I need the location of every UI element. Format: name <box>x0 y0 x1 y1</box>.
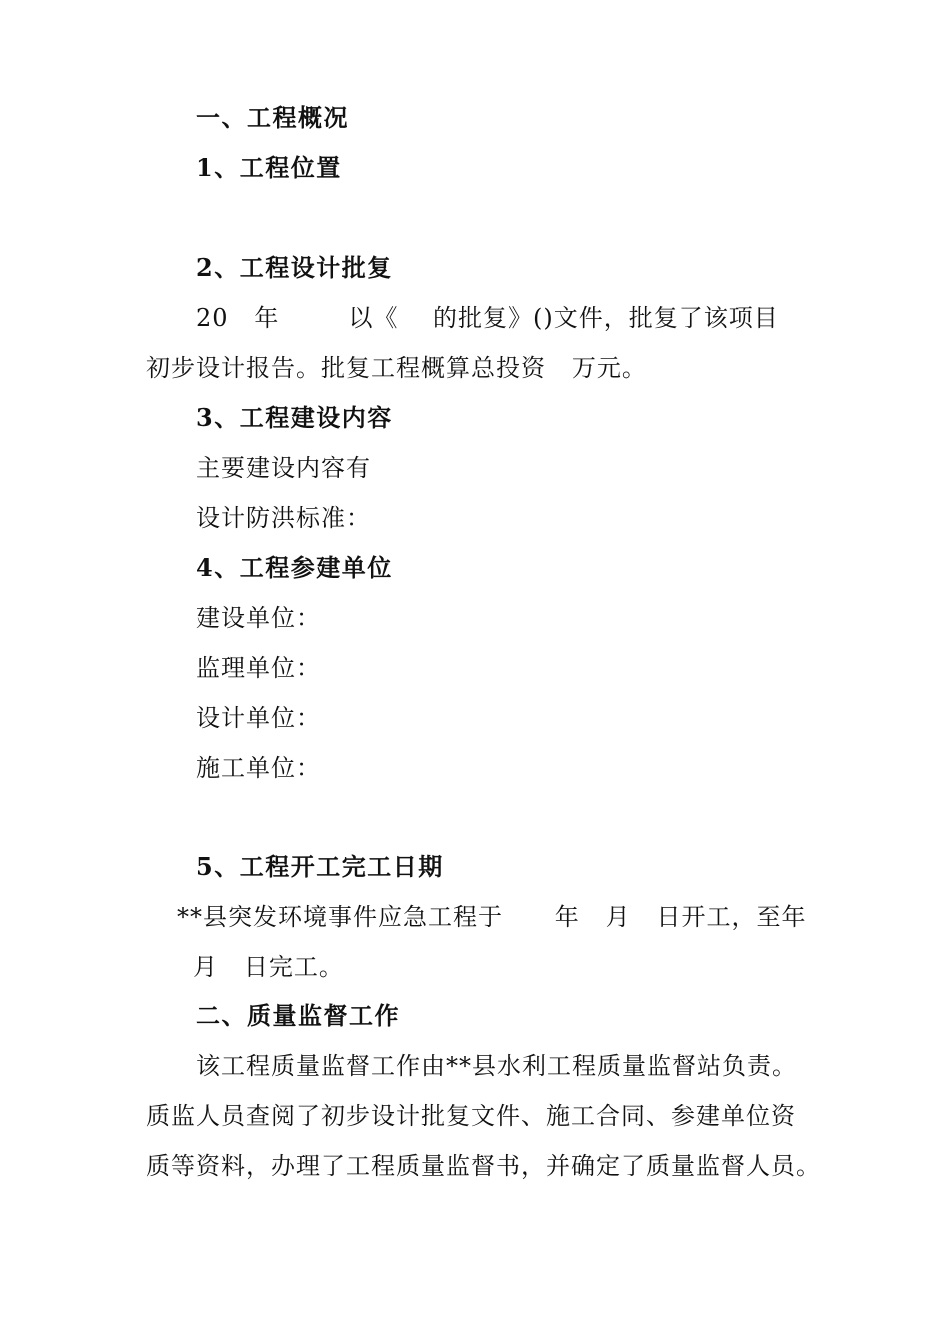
quality-supervision-line-1: 该工程质量监督工作由**县水利工程质量监督站负责。 <box>196 1052 797 1080</box>
design-approval-line-2: 初步设计报告。批复工程概算总投资 万元。 <box>146 354 647 382</box>
section-title-quality-supervision: 二、质量监督工作 <box>196 1001 400 1030</box>
participant-designer: 设计单位： <box>196 704 321 732</box>
participant-supervisor: 监理单位： <box>196 654 321 682</box>
heading-project-location: 1、工程位置 <box>196 153 342 182</box>
schedule-line-1: **县突发环境事件应急工程于 年 月 日开工，至年 <box>177 903 807 931</box>
participant-contractor: 施工单位： <box>196 754 321 782</box>
section-title-overview: 一、工程概况 <box>196 103 349 132</box>
design-approval-line-1: 20 年 以《 的批复》()文件，批复了该项目 <box>196 304 779 332</box>
schedule-line-2: 月 日完工。 <box>193 953 344 981</box>
flood-control-standard: 设计防洪标准： <box>196 504 371 532</box>
participant-owner: 建设单位： <box>196 604 321 632</box>
heading-participants: 4、工程参建单位 <box>196 553 393 582</box>
heading-design-approval: 2、工程设计批复 <box>196 253 393 282</box>
heading-construction-content: 3、工程建设内容 <box>196 403 393 432</box>
quality-supervision-line-3: 质等资料，办理了工程质量监督书，并确定了质量监督人员。 <box>146 1152 821 1180</box>
heading-schedule: 5、工程开工完工日期 <box>196 852 444 881</box>
quality-supervision-line-2: 质监人员查阅了初步设计批复文件、施工合同、参建单位资 <box>146 1102 796 1130</box>
main-construction-content: 主要建设内容有 <box>196 454 371 482</box>
